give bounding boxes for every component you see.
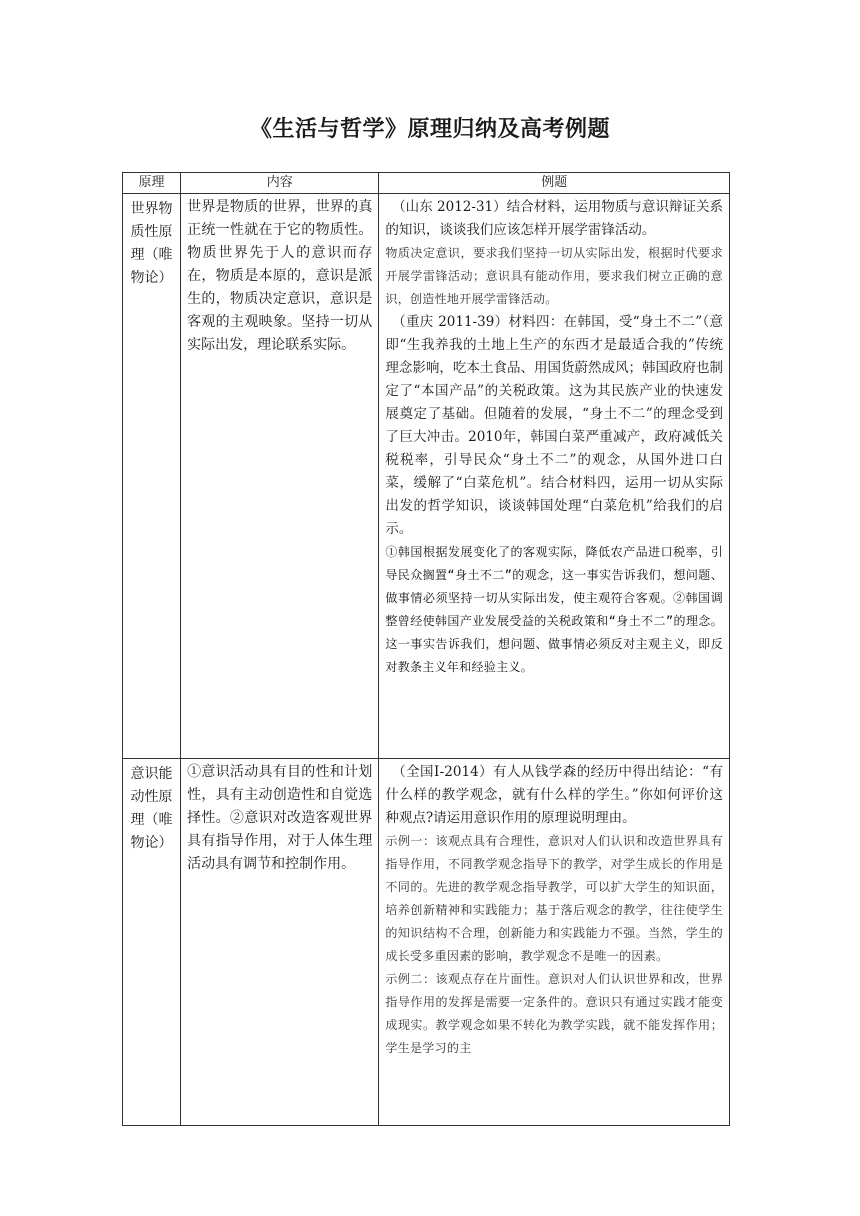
example-answer-2: 示例二：该观点存在片面性。意识对人们认识世界和改，世界指导作用的发挥是需要一定条件的。意识只有通过实践才能变成现实。教学观念如果不转化为教学实践，就不能发挥作用；学生是学习的主 [385,972,723,1055]
principles-table [122,172,730,1126]
example-cell [379,759,730,1126]
page-title: 《生活与哲学》原理归纳及高考例题 [249,116,610,142]
header-content: 内容 [181,173,379,194]
table-header-row [123,173,730,194]
content-cell: ①意识活动具有目的性和计划性，具有主动创造性和自觉选择性。②意识对改造客观世界具有指导作用，对于人体生理活动具有调节和控制作用。 [181,759,379,1126]
example-answer: 物质决定意识，要求我们坚持一切从实际出发，根据时代要求开展学雷锋活动；意识具有能动作用，要求我们树立正确的意识，创造性地开展学雷锋活动。 [385,246,723,306]
example-answer: 示例一：该观点具有合理性，意识对人们认识和改造世界具有指导作用，不同教学观念指导下的教学，对学生成长的作用是不同的。先进的教学观念指导教学，可以扩大学生的知识面，培养创新精神和实践能力；基于落后观念的教学，往往使学生的知识结构不合理，创新能力和实践能力不强。当然，学生的成长受多重因素的影响，教学观念不是唯一的因素。 [385,834,723,963]
example-question: （重庆 2011-39）材料四：在韩国，受“身土不二”（意即“生我养我的土地上生产的东西才是最适合我的”传统理念影响，吃本土食品、用国货蔚然成风；韩国政府也制定了“本国产品”的关税政策。这为其民族产业的快速发展奠定了基础。但随着的发展，“身土不二”的理念受到了巨大冲击。2010年，韩国白菜严重减产，政府减低关税税率，引导民众“身土不二”的观念，从国外进口白菜，缓解了“白菜危机”。结合材料四，运用一切从实际出发的哲学知识，谈谈韩国处理“白菜危机”给我们的启示。 [385,314,723,537]
table-row [123,194,730,759]
header-principle: 原理 [123,173,181,194]
example-question: （山东 2012-31）结合材料，运用物质与意识辩证关系的知识，谈谈我们应该怎样开展学雷锋活动。 [385,199,723,238]
example-question: （全国Ⅰ-2014）有人从钱学森的经历中得出结论：“有什么样的教学观念，就有什么样的学生。”你如何评价这种观点?请运用意识作用的原理说明理由。 [385,764,723,826]
content-cell: 世界是物质的世界，世界的真正统一性就在于它的物质性。物质世界先于人的意识而存在，物质是本原的，意识是派生的，物质决定意识，意识是客观的主观映象。坚持一切从实际出发，理论联系实际。 [181,194,379,759]
example-answer: ①韩国根据发展变化了的客观实际，降低农产品进口税率，引导民众搁置“身土不二”的观念，这一事实告诉我们，想问题、做事情必须坚持一切从实际出发，使主观符合客观。②韩国调整曾经使韩国产业发展受益的关税政策和“身土不二”的理念。这一事实告诉我们，想问题、做事情必须反对主观主义，即反对教条主义年和经验主义。 [385,545,723,674]
table-row [123,759,730,1126]
example-cell [379,194,730,759]
principle-cell: 意识能动性原理（唯物论） [123,759,181,1126]
principle-cell: 世界物质性原理（唯物论） [123,194,181,759]
header-example: 例题 [379,173,730,194]
